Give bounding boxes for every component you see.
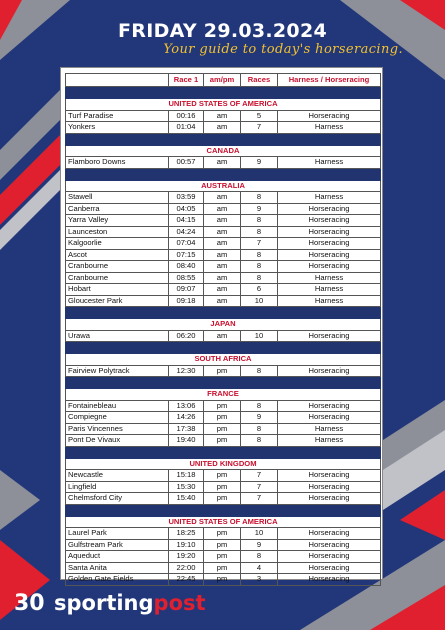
venue-cell: Gloucester Park xyxy=(66,295,169,307)
ampm-cell: pm xyxy=(204,539,241,551)
section-band xyxy=(66,168,381,180)
ampm-cell: am xyxy=(204,284,241,296)
race1-time-cell: 15:40 xyxy=(169,493,204,505)
race-type-cell: Harness xyxy=(278,435,381,447)
race1-time-cell: 06:20 xyxy=(169,330,204,342)
logo-wordmark xyxy=(54,591,206,615)
venue-cell: Gulfstream Park xyxy=(66,539,169,551)
races-count-cell: 8 xyxy=(241,365,278,377)
races-count-cell: 7 xyxy=(241,481,278,493)
races-count-cell: 8 xyxy=(241,423,278,435)
venue-cell: Turf Paradise xyxy=(66,110,169,122)
table-row xyxy=(66,551,381,563)
race-type-cell: Horseracing xyxy=(278,261,381,273)
ampm-cell: am xyxy=(204,249,241,261)
ampm-cell: am xyxy=(204,203,241,215)
venue-cell: Golden Gate Fields xyxy=(66,574,169,586)
races-count-cell: 8 xyxy=(241,272,278,284)
races-count-cell: 8 xyxy=(241,435,278,447)
country-name: SOUTH AFRICA xyxy=(66,354,381,366)
venue-cell: Stawell xyxy=(66,192,169,204)
section-band xyxy=(66,87,381,99)
venue-cell: Fairview Polytrack xyxy=(66,365,169,377)
table-header-row xyxy=(66,74,381,87)
race1-time-cell: 04:15 xyxy=(169,215,204,227)
country-name: UNITED KINGDOM xyxy=(66,458,381,470)
race-type-cell: Horseracing xyxy=(278,551,381,563)
venue-cell: Urawa xyxy=(66,330,169,342)
table-row xyxy=(66,203,381,215)
ampm-cell: am xyxy=(204,110,241,122)
section-band xyxy=(66,446,381,458)
section-band xyxy=(66,307,381,319)
section-band xyxy=(66,342,381,354)
races-count-cell: 10 xyxy=(241,528,278,540)
table-row xyxy=(66,539,381,551)
ampm-cell: pm xyxy=(204,528,241,540)
race-type-cell: Harness xyxy=(278,272,381,284)
races-count-cell: 9 xyxy=(241,539,278,551)
column-header: Race 1 xyxy=(169,74,204,87)
race-type-cell: Horseracing xyxy=(278,562,381,574)
table-row xyxy=(66,528,381,540)
venue-cell: Flamboro Downs xyxy=(66,157,169,169)
race1-time-cell: 19:10 xyxy=(169,539,204,551)
venue-cell: Pont De Vivaux xyxy=(66,435,169,447)
logo-anniversary-number: 30 xyxy=(14,591,45,616)
venue-cell: Hobart xyxy=(66,284,169,296)
column-header xyxy=(66,74,169,87)
column-header: am/pm xyxy=(204,74,241,87)
races-count-cell: 8 xyxy=(241,249,278,261)
ampm-cell: am xyxy=(204,122,241,134)
ampm-cell: am xyxy=(204,272,241,284)
venue-cell: Launceston xyxy=(66,226,169,238)
ampm-cell: am xyxy=(204,192,241,204)
race1-time-cell: 07:15 xyxy=(169,249,204,261)
race-type-cell: Horseracing xyxy=(278,574,381,586)
table-row xyxy=(66,412,381,424)
races-count-cell: 8 xyxy=(241,226,278,238)
table-row xyxy=(66,365,381,377)
races-count-cell: 9 xyxy=(241,203,278,215)
table-row xyxy=(66,493,381,505)
table-row xyxy=(66,400,381,412)
races-count-cell: 7 xyxy=(241,122,278,134)
race1-time-cell: 17:38 xyxy=(169,423,204,435)
race-schedule-sheet xyxy=(60,67,383,584)
race1-time-cell: 15:18 xyxy=(169,470,204,482)
ampm-cell: pm xyxy=(204,400,241,412)
race-type-cell: Horseracing xyxy=(278,528,381,540)
venue-cell: Yarra Valley xyxy=(66,215,169,227)
race1-time-cell: 00:57 xyxy=(169,157,204,169)
race-type-cell: Horseracing xyxy=(278,539,381,551)
race1-time-cell: 15:30 xyxy=(169,481,204,493)
ampm-cell: pm xyxy=(204,551,241,563)
venue-cell: Paris Vincennes xyxy=(66,423,169,435)
ampm-cell: am xyxy=(204,330,241,342)
venue-cell: Newcastle xyxy=(66,470,169,482)
race1-time-cell: 03:59 xyxy=(169,192,204,204)
race-schedule-table xyxy=(65,73,381,586)
table-row xyxy=(66,574,381,586)
ampm-cell: pm xyxy=(204,493,241,505)
venue-cell: Kalgoorlie xyxy=(66,238,169,250)
table-row xyxy=(66,192,381,204)
races-count-cell: 7 xyxy=(241,470,278,482)
ampm-cell: pm xyxy=(204,574,241,586)
race1-time-cell: 08:55 xyxy=(169,272,204,284)
ampm-cell: am xyxy=(204,295,241,307)
country-header-row xyxy=(66,99,381,111)
venue-cell: Santa Anita xyxy=(66,562,169,574)
race1-time-cell: 04:24 xyxy=(169,226,204,238)
country-name: JAPAN xyxy=(66,319,381,331)
table-row xyxy=(66,470,381,482)
race1-time-cell: 14:26 xyxy=(169,412,204,424)
race1-time-cell: 22:00 xyxy=(169,562,204,574)
table-row xyxy=(66,238,381,250)
race1-time-cell: 07:04 xyxy=(169,238,204,250)
race1-time-cell: 00:16 xyxy=(169,110,204,122)
race-type-cell: Horseracing xyxy=(278,481,381,493)
country-name: UNITED STATES OF AMERICA xyxy=(66,99,381,111)
venue-cell: Aqueduct xyxy=(66,551,169,563)
venue-cell: Yonkers xyxy=(66,122,169,134)
table-row xyxy=(66,272,381,284)
table-row xyxy=(66,110,381,122)
venue-cell: Ascot xyxy=(66,249,169,261)
races-count-cell: 5 xyxy=(241,110,278,122)
race-type-cell: Horseracing xyxy=(278,215,381,227)
venue-cell: Laurel Park xyxy=(66,528,169,540)
race1-time-cell: 08:40 xyxy=(169,261,204,273)
races-count-cell: 10 xyxy=(241,330,278,342)
race-type-cell: Horseracing xyxy=(278,493,381,505)
races-count-cell: 4 xyxy=(241,562,278,574)
ampm-cell: pm xyxy=(204,435,241,447)
table-row xyxy=(66,562,381,574)
race-type-cell: Harness xyxy=(278,157,381,169)
race-type-cell: Horseracing xyxy=(278,238,381,250)
races-count-cell: 10 xyxy=(241,295,278,307)
ampm-cell: pm xyxy=(204,365,241,377)
ampm-cell: am xyxy=(204,226,241,238)
race1-time-cell: 04:05 xyxy=(169,203,204,215)
table-row xyxy=(66,157,381,169)
race1-time-cell: 13:06 xyxy=(169,400,204,412)
country-header-row xyxy=(66,389,381,401)
races-count-cell: 8 xyxy=(241,400,278,412)
race-type-cell: Harness xyxy=(278,295,381,307)
table-row xyxy=(66,226,381,238)
ampm-cell: am xyxy=(204,215,241,227)
races-count-cell: 8 xyxy=(241,215,278,227)
ampm-cell: pm xyxy=(204,412,241,424)
races-count-cell: 8 xyxy=(241,192,278,204)
races-count-cell: 9 xyxy=(241,412,278,424)
country-header-row xyxy=(66,319,381,331)
races-count-cell: 7 xyxy=(241,238,278,250)
race-type-cell: Horseracing xyxy=(278,400,381,412)
page-subtitle: Your guide to today's horseracing. xyxy=(163,42,403,57)
country-header-row xyxy=(66,145,381,157)
venue-cell: Cranbourne xyxy=(66,272,169,284)
column-header: Races xyxy=(241,74,278,87)
country-header-row xyxy=(66,354,381,366)
race-type-cell: Horseracing xyxy=(278,412,381,424)
race-type-cell: Harness xyxy=(278,192,381,204)
country-name: FRANCE xyxy=(66,389,381,401)
race1-time-cell: 09:07 xyxy=(169,284,204,296)
races-count-cell: 8 xyxy=(241,551,278,563)
table-row xyxy=(66,249,381,261)
country-name: CANADA xyxy=(66,145,381,157)
race-type-cell: Horseracing xyxy=(278,330,381,342)
table-row xyxy=(66,295,381,307)
races-count-cell: 8 xyxy=(241,261,278,273)
race1-time-cell: 12:30 xyxy=(169,365,204,377)
races-count-cell: 7 xyxy=(241,493,278,505)
table-row xyxy=(66,261,381,273)
race-type-cell: Harness xyxy=(278,284,381,296)
ampm-cell: pm xyxy=(204,562,241,574)
races-count-cell: 3 xyxy=(241,574,278,586)
races-count-cell: 9 xyxy=(241,157,278,169)
race1-time-cell: 18:25 xyxy=(169,528,204,540)
race1-time-cell: 19:40 xyxy=(169,435,204,447)
race-type-cell: Harness xyxy=(278,122,381,134)
table-row xyxy=(66,284,381,296)
table-row xyxy=(66,423,381,435)
table-row xyxy=(66,481,381,493)
section-band xyxy=(66,504,381,516)
ampm-cell: pm xyxy=(204,470,241,482)
country-name: UNITED STATES OF AMERICA xyxy=(66,516,381,528)
venue-cell: Compiegne xyxy=(66,412,169,424)
table-row xyxy=(66,435,381,447)
country-header-row xyxy=(66,180,381,192)
race-type-cell: Horseracing xyxy=(278,203,381,215)
race-type-cell: Horseracing xyxy=(278,110,381,122)
race-type-cell: Horseracing xyxy=(278,226,381,238)
venue-cell: Lingfield xyxy=(66,481,169,493)
table-row xyxy=(66,330,381,342)
country-header-row xyxy=(66,516,381,528)
venue-cell: Fontainebleau xyxy=(66,400,169,412)
ampm-cell: am xyxy=(204,261,241,273)
ampm-cell: pm xyxy=(204,481,241,493)
column-header: Harness / Horseracing xyxy=(278,74,381,87)
country-name: AUSTRALIA xyxy=(66,180,381,192)
sportingpost-logo xyxy=(14,587,234,623)
venue-cell: Canberra xyxy=(66,203,169,215)
race1-time-cell: 01:04 xyxy=(169,122,204,134)
race1-time-cell: 22:45 xyxy=(169,574,204,586)
race1-time-cell: 19:20 xyxy=(169,551,204,563)
table-row xyxy=(66,122,381,134)
venue-cell: Cranbourne xyxy=(66,261,169,273)
table-row xyxy=(66,215,381,227)
race-type-cell: Horseracing xyxy=(278,249,381,261)
page-title: FRIDAY 29.03.2024 xyxy=(117,20,327,42)
logo-word-sporting: sporting xyxy=(54,591,154,615)
section-band xyxy=(66,133,381,145)
race-type-cell: Harness xyxy=(278,423,381,435)
logo-word-post: post xyxy=(153,591,206,615)
races-count-cell: 6 xyxy=(241,284,278,296)
country-header-row xyxy=(66,458,381,470)
race-type-cell: Horseracing xyxy=(278,470,381,482)
ampm-cell: am xyxy=(204,238,241,250)
ampm-cell: am xyxy=(204,157,241,169)
section-band xyxy=(66,377,381,389)
race1-time-cell: 09:18 xyxy=(169,295,204,307)
race-type-cell: Horseracing xyxy=(278,365,381,377)
ampm-cell: pm xyxy=(204,423,241,435)
venue-cell: Chelmsford City xyxy=(66,493,169,505)
